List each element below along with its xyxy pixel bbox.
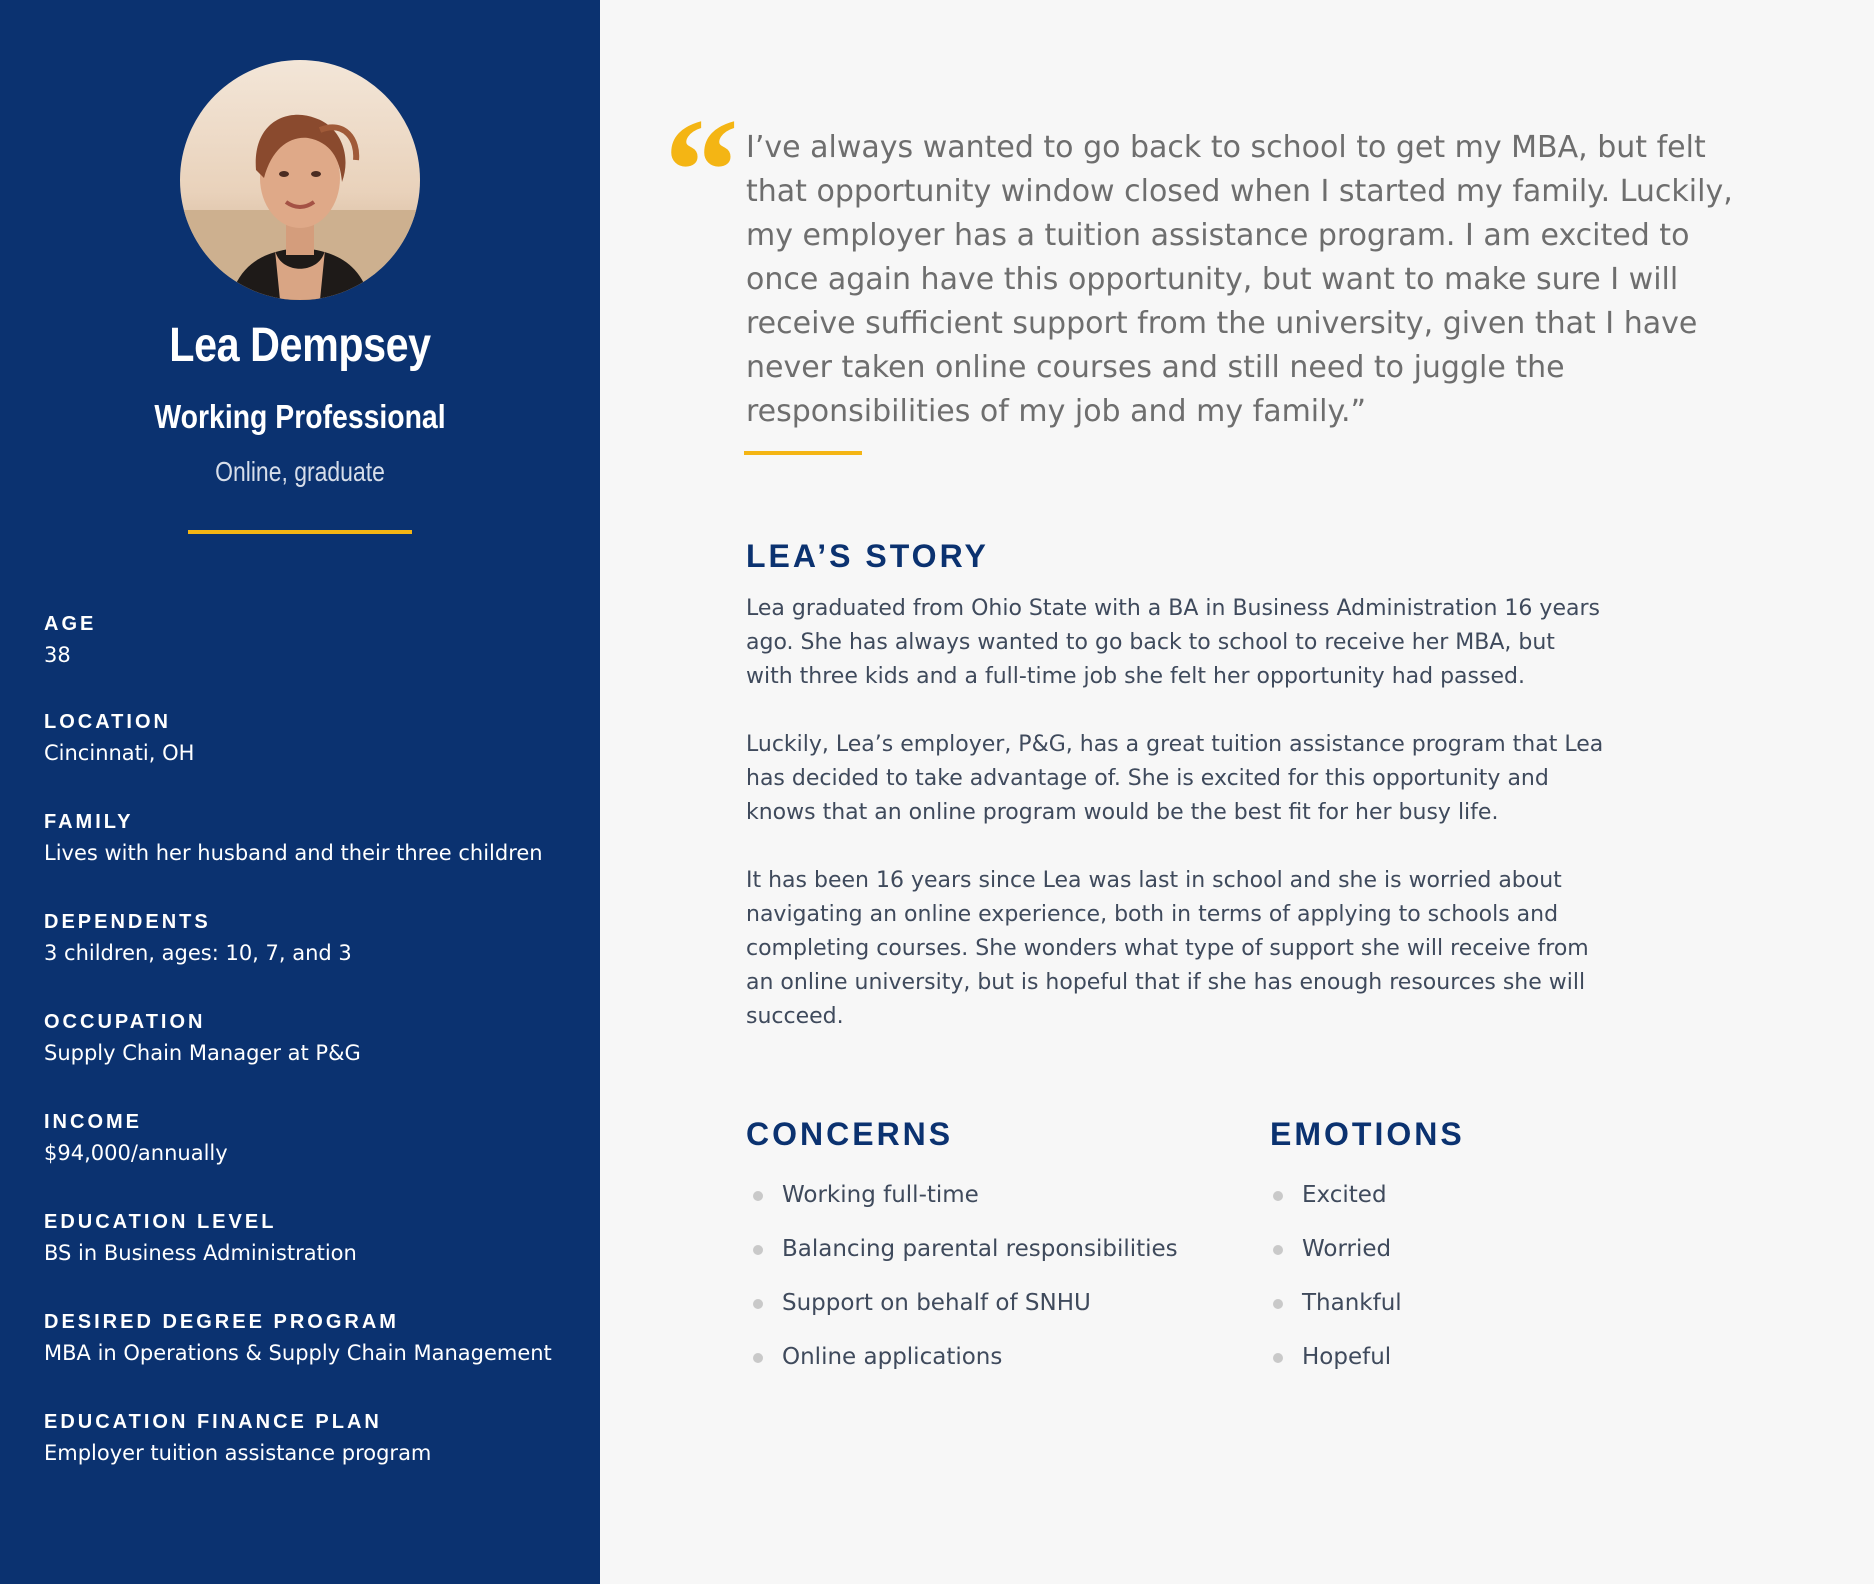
field-label: OCCUPATION	[44, 1011, 206, 1033]
list-item-text: Support on behalf of SNHU	[782, 1290, 1091, 1316]
bullet-icon	[753, 1245, 763, 1255]
field-label: AGE	[44, 613, 97, 635]
persona-role: Working Professional	[154, 398, 446, 435]
field-location	[44, 710, 584, 768]
bullet-icon	[753, 1353, 763, 1363]
field-label: LOCATION	[44, 711, 171, 733]
list-item-text: Online applications	[782, 1344, 1003, 1370]
quote-mark-icon: “	[664, 88, 739, 254]
field-label: EDUCATION FINANCE PLAN	[44, 1411, 382, 1433]
field-occupation	[44, 1010, 584, 1068]
accent-divider	[188, 530, 412, 534]
persona-quote: I’ve always wanted to go back to school to get my MBA, but felt that opportunity window closed when I started my family. Luckily, my employer has a tuition assistance program. I am excited to once again have this opportunity, but want to make sure I will receive sufficient support from the university, given that I have never taken online courses and still need to juggle the responsibilities of my job and my family.”	[746, 130, 1733, 429]
profile-sidebar	[0, 0, 600, 1584]
field-label: INCOME	[44, 1111, 142, 1133]
field-value: MBA in Operations & Supply Chain Management	[44, 1341, 552, 1365]
list-item	[1266, 1340, 1666, 1394]
field-dependents	[44, 910, 584, 968]
list-item-text: Worried	[1302, 1236, 1392, 1262]
avatar	[180, 60, 420, 300]
field-label: FAMILY	[44, 811, 134, 833]
field-value: BS in Business Administration	[44, 1241, 357, 1265]
bullet-icon	[753, 1299, 763, 1309]
list-item	[746, 1286, 1246, 1340]
list-item-text: Balancing parental responsibilities	[782, 1236, 1178, 1262]
field-value: $94,000/annually	[44, 1141, 228, 1165]
bullet-icon	[1273, 1299, 1283, 1309]
bullet-icon	[1273, 1353, 1283, 1363]
field-income	[44, 1110, 584, 1168]
persona-subtitle: Online, graduate	[215, 456, 385, 487]
list-item-text: Thankful	[1302, 1290, 1402, 1316]
list-item	[746, 1232, 1246, 1286]
bullet-icon	[753, 1191, 763, 1201]
field-value: Employer tuition assistance program	[44, 1441, 432, 1465]
list-item	[746, 1340, 1246, 1394]
concerns-heading: CONCERNS	[746, 1116, 954, 1152]
list-item	[746, 1178, 1246, 1232]
story-paragraph: It has been 16 years since Lea was last in school and she is worried about navigating an online experience, both in terms of applying to schools and completing courses. She wonders what type of support she will receive from an online university, but is hopeful that if she has enough resources she will succeed.	[746, 868, 1589, 1029]
bullet-icon	[1273, 1191, 1283, 1201]
concerns-list	[746, 1178, 1246, 1394]
field-desired-degree	[44, 1310, 584, 1368]
story-body	[746, 592, 1606, 1068]
bullet-icon	[1273, 1245, 1283, 1255]
persona-name: Lea Dempsey	[169, 319, 431, 372]
story-paragraph: Lea graduated from Ohio State with a BA in Business Administration 16 years ago. She has always wanted to go back to school to receive her MBA, but with three kids and a full-time job she felt her opportunity had passed.	[746, 596, 1600, 689]
field-label: EDUCATION LEVEL	[44, 1211, 277, 1233]
list-item	[1266, 1286, 1666, 1340]
field-value: 3 children, ages: 10, 7, and 3	[44, 941, 352, 965]
quote-divider	[744, 451, 862, 455]
field-value: Cincinnati, OH	[44, 741, 195, 765]
list-item-text: Excited	[1302, 1182, 1387, 1208]
field-family	[44, 810, 584, 868]
list-item-text: Hopeful	[1302, 1344, 1392, 1370]
field-education-level	[44, 1210, 584, 1268]
list-item	[1266, 1232, 1666, 1286]
field-value: Lives with her husband and their three children	[44, 841, 543, 865]
portrait-image	[180, 60, 420, 300]
story-heading: LEA’S STORY	[746, 538, 989, 574]
field-value: Supply Chain Manager at P&G	[44, 1041, 361, 1065]
field-label: DESIRED DEGREE PROGRAM	[44, 1311, 399, 1333]
emotions-heading: EMOTIONS	[1270, 1116, 1465, 1152]
field-value: 38	[44, 643, 71, 667]
list-item-text: Working full-time	[782, 1182, 979, 1208]
list-item	[1266, 1178, 1666, 1232]
field-label: DEPENDENTS	[44, 911, 211, 933]
field-finance-plan	[44, 1410, 584, 1468]
emotions-list	[1266, 1178, 1666, 1394]
story-paragraph: Luckily, Lea’s employer, P&G, has a great tuition assistance program that Lea has decided to take advantage of. She is excited for this opportunity and knows that an online program would be the best fit for her busy life.	[746, 732, 1604, 825]
field-age	[44, 612, 584, 670]
